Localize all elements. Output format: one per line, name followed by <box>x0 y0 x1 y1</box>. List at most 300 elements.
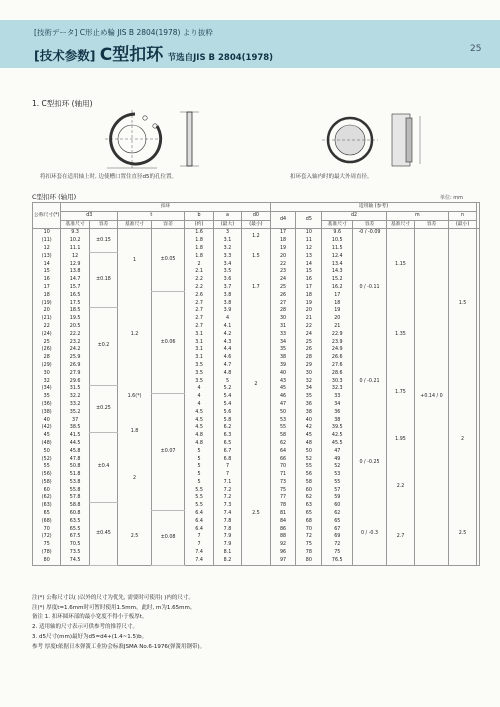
cell-d5: 75 <box>296 541 322 549</box>
cell-d3: 16.5 <box>61 292 89 300</box>
cell-nominal: 20 <box>43 308 50 314</box>
cell-a: 5.2 <box>213 385 241 393</box>
cell-nominal: (56) <box>41 472 52 478</box>
cell-d2: 28.6 <box>322 370 353 378</box>
header-title-suffix: 节选自JIS B 2804(1978) <box>167 53 274 63</box>
cell-nominal: (62) <box>41 495 52 501</box>
cell-d3: 58.8 <box>61 502 89 510</box>
table-row <box>33 229 480 237</box>
cell-a: 4.6 <box>213 354 241 362</box>
cell-d2: 39.5 <box>322 424 353 432</box>
cell-d4: 39 <box>270 362 296 370</box>
cell-d3: 29.6 <box>61 378 89 386</box>
cell-d3: 19.5 <box>61 315 89 323</box>
cell-a: 6.2 <box>213 424 241 432</box>
cell-b: 1.8 <box>185 245 213 253</box>
cell-d2: 20 <box>322 315 353 323</box>
cell-d2: 55 <box>322 479 353 487</box>
cell-d4: 38 <box>270 354 296 362</box>
cell-d5: 12 <box>296 245 322 253</box>
cell-d0: 1.5 <box>242 245 270 268</box>
cell-b: 1.8 <box>185 237 213 245</box>
col-b: b <box>185 211 213 220</box>
cell-nominal: 14 <box>43 261 50 267</box>
cell-d3: 44.5 <box>61 440 89 448</box>
col-t-tol: 容差 <box>151 220 185 229</box>
cell-a: 5 <box>213 378 241 386</box>
note-line: 参考 厚度t依据日本弹簧工业协会标准JSMA No.6-1976(弹簧用钢带)。 <box>32 643 206 650</box>
cell-d5: 10 <box>296 229 322 237</box>
cell-d2: 42.5 <box>322 432 353 440</box>
cell-a: 3.9 <box>213 307 241 315</box>
figure-caption-right: 扣环套入轴内时的最大外周直径。 <box>290 174 373 180</box>
cell-b: 5.5 <box>185 494 213 502</box>
cell-nominal: 40 <box>43 417 50 423</box>
cell-nominal: (38) <box>41 409 52 415</box>
cell-a: 3.7 <box>213 284 241 292</box>
cell-a: 7.8 <box>213 518 241 526</box>
cell-d3: 9.3 <box>61 229 89 237</box>
cell-d5: 58 <box>296 479 322 487</box>
cell-a: 8.2 <box>213 557 241 565</box>
cell-b: 5 <box>185 471 213 479</box>
cell-d4: 77 <box>270 494 296 502</box>
cell-t-tol: ±0.07 <box>151 393 185 510</box>
cell-d4: 31 <box>270 323 296 331</box>
cell-d5: 72 <box>296 533 322 541</box>
cell-d5: 15 <box>296 268 322 276</box>
cell-t: 1.6(*) <box>118 378 152 417</box>
cell-d5: 42 <box>296 424 322 432</box>
cell-d5: 17 <box>296 284 322 292</box>
cell-m: 1.35 <box>386 300 414 370</box>
cell-nominal: (29) <box>41 362 52 368</box>
cell-d4: 50 <box>270 409 296 417</box>
cell-b: 4 <box>185 393 213 401</box>
header-title <box>34 40 273 65</box>
cell-d5: 18 <box>296 292 322 300</box>
cell-d4: 92 <box>270 541 296 549</box>
cell-nominal: 22 <box>43 323 50 329</box>
cell-d2: 12.4 <box>322 253 353 261</box>
col-n-min: (最小) <box>448 220 477 229</box>
cell-d3: 74.5 <box>61 557 89 565</box>
cell-nominal: 25 <box>43 339 50 345</box>
cell-m: 1.15 <box>386 229 414 300</box>
cell-b: 5.5 <box>185 487 213 495</box>
cell-nominal: (24) <box>41 331 52 337</box>
cell-b: 7 <box>185 533 213 541</box>
cell-d4: 64 <box>270 448 296 456</box>
cell-d3: 20.5 <box>61 323 89 331</box>
cell-m: 2.2 <box>386 463 414 510</box>
cell-t-tol: ±0.08 <box>151 510 185 565</box>
cell-d3: 53.8 <box>61 479 89 487</box>
col-b-approx: (约) <box>185 220 213 229</box>
cell-b: 4.5 <box>185 424 213 432</box>
cell-d2: 32.3 <box>322 385 353 393</box>
cell-a: 3.8 <box>213 300 241 308</box>
cell-d3: 17.5 <box>61 300 89 308</box>
cell-d4: 84 <box>270 518 296 526</box>
cell-d5: 21 <box>296 315 322 323</box>
cell-nominal: (48) <box>41 440 52 446</box>
cell-a: 3.8 <box>213 292 241 300</box>
cell-nominal: 18 <box>43 292 50 298</box>
cell-d3: 26.9 <box>61 362 89 370</box>
cell-d4: 86 <box>270 526 296 534</box>
cell-b: 2.7 <box>185 307 213 315</box>
cell-n: 2 <box>448 378 477 503</box>
cell-d2: 19 <box>322 307 353 315</box>
cell-d3-tol: ±0.15 <box>89 229 117 253</box>
cell-d2: 69 <box>322 533 353 541</box>
cell-d5: 26 <box>296 346 322 354</box>
cell-d3: 10.2 <box>61 237 89 245</box>
cell-nominal: 15 <box>43 269 50 275</box>
cell-d3: 73.5 <box>61 549 89 557</box>
col-m: m <box>386 211 448 220</box>
cell-d2: 47 <box>322 448 353 456</box>
cell-a: 6.7 <box>213 448 241 456</box>
cell-b: 6.4 <box>185 526 213 534</box>
cell-d2-tol: 0 / -0.21 <box>353 339 387 425</box>
cell-d3: 22.2 <box>61 331 89 339</box>
cell-d3: 24.2 <box>61 346 89 354</box>
cell-d3: 35.2 <box>61 409 89 417</box>
cell-b: 6.4 <box>185 518 213 526</box>
table-head <box>33 203 480 229</box>
cell-b: 4.5 <box>185 409 213 417</box>
cell-d5: 35 <box>296 393 322 401</box>
cell-b: 5 <box>185 448 213 456</box>
cell-nominal: 60 <box>43 487 50 493</box>
cell-d4: 75 <box>270 487 296 495</box>
cell-d4: 71 <box>270 471 296 479</box>
cell-nominal: 12 <box>43 245 50 251</box>
cell-b: 3.1 <box>185 346 213 354</box>
cell-d4: 88 <box>270 533 296 541</box>
cell-b: 6.4 <box>185 510 213 518</box>
cell-d3: 70.5 <box>61 541 89 549</box>
unit-label: 单位: mm <box>440 195 464 201</box>
cell-d3: 37 <box>61 417 89 425</box>
col-nominal: 公称尺寸(*) <box>33 203 61 229</box>
cell-nominal: 75 <box>43 542 50 548</box>
col-spacer <box>477 203 480 229</box>
cell-a: 4.4 <box>213 346 241 354</box>
col-d5: d5 <box>296 211 322 229</box>
cell-nominal: (11) <box>41 238 52 244</box>
cell-d3: 18.5 <box>61 307 89 315</box>
cell-d5: 20 <box>296 307 322 315</box>
cell-b: 7.4 <box>185 557 213 565</box>
cell-d2: 59 <box>322 494 353 502</box>
cell-b: 2.7 <box>185 323 213 331</box>
cell-d3: 12.9 <box>61 261 89 269</box>
cell-d2: 21 <box>322 323 353 331</box>
cell-d3: 47.8 <box>61 456 89 464</box>
cell-d4: 18 <box>270 237 296 245</box>
cell-d3: 23.2 <box>61 339 89 347</box>
cell-d4: 73 <box>270 479 296 487</box>
cell-b: 2.2 <box>185 284 213 292</box>
spec-table <box>32 202 480 566</box>
cell-a: 7.9 <box>213 533 241 541</box>
table-body <box>33 229 480 565</box>
cell-t: 1.8 <box>118 417 152 448</box>
cell-a: 7 <box>213 463 241 471</box>
cell-nominal: (19) <box>41 300 52 306</box>
cell-a: 4 <box>213 315 241 323</box>
cell-nominal: 65 <box>43 511 50 517</box>
section-title: 1. C型扣环 (轴用) <box>32 99 93 108</box>
cell-a: 7.9 <box>213 541 241 549</box>
cell-b: 2.6 <box>185 292 213 300</box>
cell-d4: 43 <box>270 378 296 386</box>
cell-nominal: 17 <box>43 284 50 290</box>
cell-t: 1 <box>118 229 152 292</box>
col-d2-basic: 基准尺寸 <box>322 220 353 229</box>
cell-d2: 27.6 <box>322 362 353 370</box>
cell-d2: 75 <box>322 549 353 557</box>
cell-n: 1.5 <box>448 229 477 378</box>
cell-d5: 80 <box>296 557 322 565</box>
cell-n: 2.5 <box>448 502 477 565</box>
cell-d2: 65 <box>322 518 353 526</box>
cell-d2: 10.5 <box>322 237 353 245</box>
cell-d0: 2 <box>242 307 270 463</box>
cell-d2-tol: 0 / -0.11 <box>353 237 387 338</box>
cell-a: 3.1 <box>213 237 241 245</box>
col-a-max: (最大) <box>213 220 241 229</box>
cell-a: 4.2 <box>213 331 241 339</box>
cell-d4: 45 <box>270 385 296 393</box>
cell-d5: 19 <box>296 300 322 308</box>
cell-d5: 30 <box>296 370 322 378</box>
note-line: 备注 1. 扣环圆环部的最小宽度不得小于板厚t。 <box>32 614 148 621</box>
cell-d4: 25 <box>270 284 296 292</box>
cell-nominal: (58) <box>41 479 52 485</box>
cell-b: 2.2 <box>185 276 213 284</box>
cell-d5: 52 <box>296 456 322 464</box>
cell-d3: 67.5 <box>61 533 89 541</box>
cell-d4: 47 <box>270 401 296 409</box>
cell-b: 4.8 <box>185 440 213 448</box>
col-m-basic: 基准尺寸 <box>386 220 414 229</box>
cell-d5: 56 <box>296 471 322 479</box>
cell-b: 1.8 <box>185 253 213 261</box>
note-line: 3. d5尺寸(mm)最好为d5=d4+(1.4~1.5)b。 <box>32 633 148 640</box>
cell-d2-tol: -0 / -0.09 <box>353 229 387 237</box>
cell-d2: 33 <box>322 393 353 401</box>
cell-d2: 26.6 <box>322 354 353 362</box>
cell-d3: 45.8 <box>61 448 89 456</box>
cell-b: 1.6 <box>185 229 213 237</box>
cell-d4: 55 <box>270 424 296 432</box>
cell-d2: 60 <box>322 502 353 510</box>
cell-d5: 78 <box>296 549 322 557</box>
cell-m: 2.7 <box>386 510 414 565</box>
cell-d5: 24 <box>296 331 322 339</box>
cell-a: 6.3 <box>213 432 241 440</box>
cell-d5: 38 <box>296 409 322 417</box>
cell-d2: 23.9 <box>322 339 353 347</box>
cell-d5: 70 <box>296 526 322 534</box>
cell-d0: 2.5 <box>242 463 270 565</box>
cell-nominal: 45 <box>43 433 50 439</box>
cell-d5: 36 <box>296 401 322 409</box>
cell-b: 3.1 <box>185 339 213 347</box>
cell-nominal: (68) <box>41 518 52 524</box>
cell-d4: 23 <box>270 268 296 276</box>
cell-d3: 38.5 <box>61 424 89 432</box>
cell-a: 7.2 <box>213 487 241 495</box>
cell-d2: 53 <box>322 471 353 479</box>
cell-nominal: 80 <box>43 557 50 563</box>
cell-nominal: (21) <box>41 316 52 322</box>
cell-d3: 27.9 <box>61 370 89 378</box>
cell-b: 3.5 <box>185 378 213 386</box>
cell-d4: 58 <box>270 432 296 440</box>
cell-a: 4.3 <box>213 339 241 347</box>
cell-a: 3.4 <box>213 261 241 269</box>
col-m-tol: 容差 <box>415 220 449 229</box>
header-title-prefix: [技术参数] <box>34 48 96 63</box>
cell-d5: 14 <box>296 261 322 269</box>
cell-b: 2.1 <box>185 268 213 276</box>
cell-d4: 40 <box>270 370 296 378</box>
cell-a: 3.5 <box>213 268 241 276</box>
cell-d2-tol: 0 / -0.25 <box>353 424 387 502</box>
cell-d3: 57.8 <box>61 494 89 502</box>
cell-d2: 62 <box>322 510 353 518</box>
cell-a: 5.6 <box>213 409 241 417</box>
cell-d3: 32.2 <box>61 393 89 401</box>
cell-d4: 26 <box>270 292 296 300</box>
col-d0-min: (最小) <box>242 220 270 229</box>
cell-a: 4.8 <box>213 370 241 378</box>
cell-d2: 49 <box>322 456 353 464</box>
cell-d4: 33 <box>270 331 296 339</box>
cell-a: 7.3 <box>213 502 241 510</box>
col-t-basic: 基准尺寸 <box>118 220 152 229</box>
header-title-main: C型扣环 <box>99 45 164 65</box>
cell-d4: 35 <box>270 346 296 354</box>
cell-nominal: (52) <box>41 456 52 462</box>
cell-d4: 70 <box>270 463 296 471</box>
col-n: n <box>448 211 477 220</box>
cell-nominal: 30 <box>43 370 50 376</box>
col-d2: d2 <box>322 211 387 220</box>
cell-t: 2.5 <box>118 510 152 565</box>
cell-d2: 76.5 <box>322 557 353 565</box>
cell-nominal: 35 <box>43 394 50 400</box>
cell-a: 3.3 <box>213 253 241 261</box>
cell-nominal: (34) <box>41 386 52 392</box>
cell-a: 7.1 <box>213 479 241 487</box>
cell-d3: 50.8 <box>61 463 89 471</box>
cell-d3-tol: ±0.2 <box>89 307 117 385</box>
cell-d2: 67 <box>322 526 353 534</box>
cell-d2: 52 <box>322 463 353 471</box>
cell-b: 4 <box>185 401 213 409</box>
cell-a: 8.1 <box>213 549 241 557</box>
cell-b: 2.7 <box>185 315 213 323</box>
cell-d5: 45 <box>296 432 322 440</box>
cell-nominal: 50 <box>43 448 50 454</box>
cell-b: 5.5 <box>185 502 213 510</box>
cell-d2: 57 <box>322 487 353 495</box>
cell-d2: 16.2 <box>322 284 353 292</box>
cell-d3: 12 <box>61 253 89 261</box>
cell-t: 2 <box>118 448 152 510</box>
cell-d3: 63.5 <box>61 518 89 526</box>
figure-caption-left: 将扣环套在适用轴上时, 边使槽口置住直径d5的孔位置。 <box>40 174 177 180</box>
cell-d0: 1.2 <box>242 229 270 245</box>
cell-spacer <box>477 229 480 565</box>
cell-nominal: (78) <box>41 550 52 556</box>
cell-d3-tol: ±0.4 <box>89 432 117 502</box>
cell-b: 2.7 <box>185 300 213 308</box>
cell-d3: 55.8 <box>61 487 89 495</box>
cell-a: 4.1 <box>213 323 241 331</box>
cell-d5: 40 <box>296 417 322 425</box>
cell-a: 5.8 <box>213 417 241 425</box>
cell-d2: 38 <box>322 417 353 425</box>
cell-b: 3.1 <box>185 354 213 362</box>
cell-t-tol: ±0.05 <box>151 229 185 292</box>
cell-m-tol: +0.14 / 0 <box>415 229 449 565</box>
cell-d5: 65 <box>296 510 322 518</box>
cell-a: 3 <box>213 229 241 237</box>
cell-d3: 11.1 <box>61 245 89 253</box>
cell-nominal: (26) <box>41 347 52 353</box>
cell-nominal: 10 <box>43 230 50 236</box>
cell-b: 5 <box>185 456 213 464</box>
cell-d3: 15.7 <box>61 284 89 292</box>
note-line: 注(*) 厚度t=1.6mm时可暂时使用1.5mm。此时, m为1.65mm。 <box>32 604 196 611</box>
note-line: 2. 适用轴的尺寸表示可供参考的推荐尺寸。 <box>32 624 138 631</box>
cell-nominal: (42) <box>41 425 52 431</box>
cell-a: 5.4 <box>213 393 241 401</box>
cell-d5: 62 <box>296 494 322 502</box>
col-a: a <box>213 211 241 220</box>
cell-m: 1.95 <box>386 417 414 464</box>
cell-d2: 14.3 <box>322 268 353 276</box>
cell-b: 7 <box>185 541 213 549</box>
cell-d3: 51.8 <box>61 471 89 479</box>
cell-a: 6.5 <box>213 440 241 448</box>
cell-d3: 14.7 <box>61 276 89 284</box>
cell-d4: 96 <box>270 549 296 557</box>
cell-d2: 72 <box>322 541 353 549</box>
cell-b: 4.5 <box>185 417 213 425</box>
col-d4: d4 <box>270 211 296 229</box>
col-d3-tol: 容差 <box>89 220 117 229</box>
page-number: 25 <box>470 44 482 54</box>
cell-b: 3.5 <box>185 362 213 370</box>
cell-d5: 63 <box>296 502 322 510</box>
cell-nominal: (63) <box>41 503 52 509</box>
cell-a: 5.4 <box>213 401 241 409</box>
cell-d4: 27 <box>270 300 296 308</box>
cell-b: 7.4 <box>185 549 213 557</box>
cell-a: 4.7 <box>213 362 241 370</box>
cell-d5: 68 <box>296 518 322 526</box>
cell-d5: 50 <box>296 448 322 456</box>
group-groove: 适用轴 (参考) <box>270 203 477 212</box>
